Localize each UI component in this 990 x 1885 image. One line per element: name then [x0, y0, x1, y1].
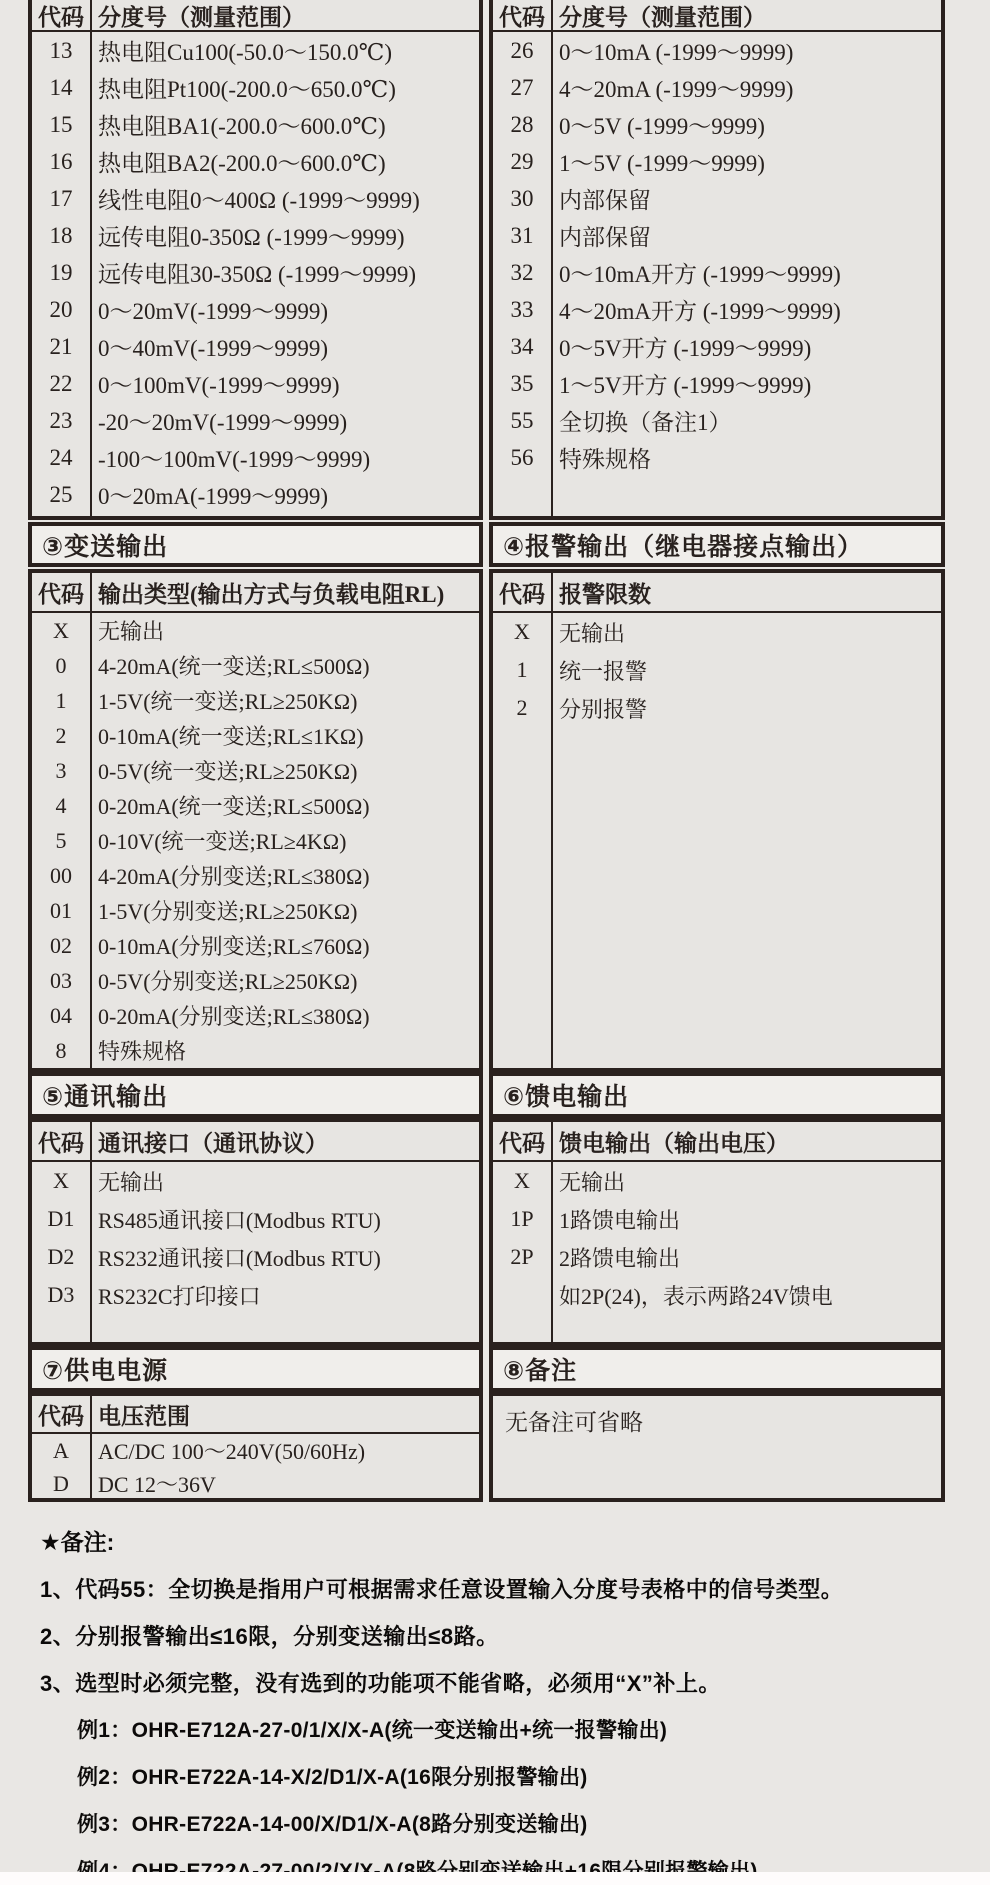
code-cell: 19: [49, 259, 73, 285]
table-row: [32, 858, 479, 893]
description-header: 输出类型(输出方式与负载电阻RL): [98, 581, 445, 607]
code-cell: 34: [510, 333, 534, 359]
column-divider: [551, 0, 553, 516]
code-cell: 35: [510, 370, 534, 396]
code-header: 代码: [499, 581, 545, 607]
code-cell: 20: [49, 296, 73, 322]
code-cell: D1: [47, 1206, 75, 1231]
section-title-power-supply: ⑦供电电源: [28, 1346, 483, 1392]
code-cell: 0: [55, 652, 67, 678]
description-cell: 4～20mA (-1999～9999): [559, 77, 794, 102]
code-cell: 55: [510, 407, 534, 433]
code-cell: 3: [55, 757, 67, 783]
table-row: [32, 893, 479, 928]
table-row: [32, 1276, 479, 1314]
description-cell: 远传电阻0-350Ω (-1999～9999): [98, 225, 405, 250]
description-cell: 热电阻Pt100(-200.0～650.0℃): [98, 77, 396, 102]
code-cell: X: [514, 1168, 530, 1193]
right-column: [489, 0, 945, 1502]
description-cell: -20～20mV(-1999～9999): [98, 410, 348, 435]
description-cell: 2路馈电输出: [559, 1245, 681, 1271]
description-cell: 0-10V(统一变送;RL≥4KΩ): [98, 829, 347, 854]
table-row: [32, 365, 479, 402]
code-cell: X: [53, 617, 69, 643]
table-header: [32, 1122, 479, 1162]
code-cell: 15: [49, 111, 73, 137]
code-cell: 32: [510, 259, 534, 285]
description-cell: 特殊规格: [559, 447, 651, 472]
code-cell: D2: [47, 1244, 75, 1269]
transmit-output-table: [28, 569, 483, 1072]
footnotes-title: ★备注:: [40, 1529, 115, 1555]
code-cell: D: [53, 1470, 69, 1496]
description-cell: 0～20mA(-1999～9999): [98, 484, 328, 509]
description-cell: -100～100mV(-1999～9999): [98, 447, 371, 472]
description-cell: 线性电阻0～400Ω (-1999～9999): [98, 188, 420, 213]
ordering-example: 例3：OHR-E722A-14-00/X/D1/X-A(8路分别变送输出): [77, 1813, 588, 1836]
description-cell: 如2P(24)，表示两路24V馈电: [559, 1283, 833, 1309]
table-header: [493, 573, 941, 613]
description-header: 通讯接口（通讯协议）: [98, 1130, 328, 1156]
column-divider: [551, 1122, 553, 1342]
description-cell: 远传电阻30-350Ω (-1999～9999): [98, 262, 416, 287]
table-header: [32, 1396, 479, 1434]
description-cell: 内部保留: [559, 188, 651, 213]
code-cell: 03: [50, 967, 72, 993]
column-divider: [90, 1396, 92, 1498]
description-cell: 统一报警: [559, 658, 648, 684]
description-header: 分度号（测量范围）: [559, 4, 766, 30]
table-row: [32, 439, 479, 476]
table-row: [32, 1200, 479, 1238]
power-supply-table: [28, 1392, 483, 1502]
table-row: [32, 648, 479, 683]
code-cell: 17: [49, 185, 73, 211]
table-row: [493, 106, 941, 143]
section-title-alarm-output: ④报警输出（继电器接点输出）: [489, 522, 945, 567]
footnote-item: 2、分别报警输出≤16限，分别变送输出≤8路。: [40, 1624, 499, 1649]
code-cell: 2: [516, 695, 528, 720]
table-row: [32, 143, 479, 180]
footnote-item: 3、选型时必须完整，没有选到的功能项不能省略，必须用“X”补上。: [40, 1671, 721, 1696]
input-signal-table-right: [489, 0, 945, 520]
code-cell: X: [514, 619, 530, 644]
code-cell: 29: [510, 148, 534, 174]
description-header: 报警限数: [559, 581, 651, 607]
column-divider: [90, 0, 92, 516]
table-row: [32, 402, 479, 439]
table-row: [493, 689, 941, 727]
table-row: [32, 291, 479, 328]
table-row: [32, 1238, 479, 1276]
table-header: [493, 0, 941, 32]
description-cell: 4～20mA开方 (-1999～9999): [559, 299, 841, 324]
table-row: [32, 823, 479, 858]
table-body: [493, 613, 941, 727]
code-header: 代码: [38, 1403, 84, 1429]
description-cell: 1～5V (-1999～9999): [559, 151, 765, 176]
code-cell: 13: [49, 37, 73, 63]
description-cell: 0-10mA(统一变送;RL≤1KΩ): [98, 724, 364, 749]
description-cell: RS485通讯接口(Modbus RTU): [98, 1207, 381, 1233]
code-cell: 25: [49, 481, 73, 507]
table-body: [493, 32, 941, 476]
description-cell: 0～5V (-1999～9999): [559, 114, 765, 139]
code-cell: D3: [47, 1282, 75, 1307]
description-cell: 4-20mA(分别变送;RL≤380Ω): [98, 864, 370, 889]
description-header: 电压范围: [98, 1403, 190, 1429]
table-row: [32, 1434, 479, 1467]
table-row: [493, 180, 941, 217]
description-cell: DC 12～36V: [98, 1472, 216, 1497]
table-row: [32, 613, 479, 648]
table-body: [32, 1434, 479, 1500]
table-row: [493, 254, 941, 291]
table-row: [32, 998, 479, 1033]
comm-output-table: [28, 1118, 483, 1346]
description-cell: 1-5V(分别变送;RL≥250KΩ): [98, 899, 358, 924]
description-cell: 0-10mA(分别变送;RL≤760Ω): [98, 934, 370, 959]
code-cell: 2P: [510, 1244, 534, 1269]
table-body: [493, 1162, 941, 1314]
description-cell: 特殊规格: [98, 1039, 187, 1064]
table-row: [493, 217, 941, 254]
description-cell: 热电阻BA1(-200.0～600.0℃): [98, 114, 386, 139]
code-cell: 1: [516, 657, 528, 682]
code-header: 代码: [499, 4, 545, 30]
table-row: [32, 928, 479, 963]
description-cell: 0～10mA (-1999～9999): [559, 40, 794, 65]
description-cell: 无输出: [98, 1169, 165, 1195]
description-cell: 0-5V(统一变送;RL≥250KΩ): [98, 759, 358, 784]
section-title-transmit-output: ③变送输出: [28, 522, 483, 567]
page-bottom-edge: [0, 1872, 990, 1885]
code-cell: 16: [49, 148, 73, 174]
code-header: 代码: [38, 4, 84, 30]
section-title-comm-output: ⑤通讯输出: [28, 1072, 483, 1118]
remark-content: 无备注可省略: [505, 1410, 643, 1435]
table-body: [32, 613, 479, 1068]
table-row: [32, 753, 479, 788]
code-header: 代码: [38, 581, 84, 607]
description-cell: 0～5V开方 (-1999～9999): [559, 336, 812, 361]
table-row: [32, 180, 479, 217]
table-header: [32, 0, 479, 32]
table-row: [32, 1033, 479, 1068]
description-cell: 热电阻Cu100(-50.0～150.0℃): [98, 40, 393, 65]
description-cell: 0～20mV(-1999～9999): [98, 299, 328, 324]
description-cell: 热电阻BA2(-200.0～600.0℃): [98, 151, 386, 176]
description-cell: 无输出: [98, 619, 165, 644]
table-row: [493, 365, 941, 402]
table-row: [32, 718, 479, 753]
table-row: [493, 69, 941, 106]
code-cell: 8: [55, 1037, 67, 1063]
table-row: [493, 1238, 941, 1276]
column-divider: [551, 573, 553, 1068]
code-cell: 02: [50, 932, 72, 958]
section-title-feed-output: ⑥馈电输出: [489, 1072, 945, 1118]
code-cell: 28: [510, 111, 534, 137]
description-cell: 0-20mA(分别变送;RL≤380Ω): [98, 1004, 370, 1029]
description-cell: 无输出: [559, 1169, 626, 1195]
code-cell: 4: [55, 792, 67, 818]
table-row: [32, 32, 479, 69]
table-row: [32, 788, 479, 823]
code-cell: 23: [49, 407, 73, 433]
description-cell: AC/DC 100～240V(50/60Hz): [98, 1439, 366, 1464]
code-cell: X: [53, 1168, 69, 1193]
table-row: [493, 328, 941, 365]
left-column: [28, 0, 483, 1502]
code-cell: 26: [510, 37, 534, 63]
table-header: [32, 573, 479, 613]
description-header: 馈电输出（输出电压）: [559, 1130, 789, 1156]
footnotes: [40, 1524, 970, 1885]
description-cell: 1～5V开方 (-1999～9999): [559, 373, 812, 398]
code-cell: 04: [50, 1002, 72, 1028]
table-row: [32, 254, 479, 291]
description-cell: 内部保留: [559, 225, 651, 250]
table-row: [32, 106, 479, 143]
code-cell: 2: [55, 722, 67, 748]
table-row: [32, 69, 479, 106]
table-row: [32, 328, 479, 365]
table-row: [493, 291, 941, 328]
feed-output-table: [489, 1118, 945, 1346]
code-cell: 24: [49, 444, 73, 470]
table-row: [493, 613, 941, 651]
description-cell: 无输出: [559, 620, 626, 646]
code-header: 代码: [499, 1130, 545, 1156]
description-header: 分度号（测量范围）: [98, 4, 305, 30]
description-cell: 全切换（备注1）: [559, 410, 732, 435]
code-header: 代码: [38, 1130, 84, 1156]
alarm-output-table: [489, 569, 945, 1072]
code-cell: 01: [50, 897, 72, 923]
code-cell: 27: [510, 74, 534, 100]
table-row: [493, 651, 941, 689]
code-cell: 31: [510, 222, 534, 248]
code-cell: 30: [510, 185, 534, 211]
section-title-remark: ⑧备注: [489, 1346, 945, 1392]
description-cell: 0-20mA(统一变送;RL≤500Ω): [98, 794, 370, 819]
description-cell: RS232通讯接口(Modbus RTU): [98, 1245, 381, 1271]
code-cell: 56: [510, 444, 534, 470]
table-header: [493, 1122, 941, 1162]
description-cell: 分别报警: [559, 696, 648, 722]
code-cell: A: [53, 1437, 69, 1463]
table-row: [493, 143, 941, 180]
remark-table: [489, 1392, 945, 1502]
table-row: [32, 683, 479, 718]
description-cell: 1-5V(统一变送;RL≥250KΩ): [98, 689, 358, 714]
table-row: [493, 439, 941, 476]
description-cell: 1路馈电输出: [559, 1207, 681, 1233]
code-cell: 5: [55, 827, 67, 853]
code-cell: 1P: [510, 1206, 534, 1231]
code-cell: 00: [50, 862, 72, 888]
description-cell: RS232C打印接口: [98, 1283, 261, 1309]
description-cell: 0～10mA开方 (-1999～9999): [559, 262, 841, 287]
column-divider: [90, 1122, 92, 1342]
code-cell: 33: [510, 296, 534, 322]
table-body: [32, 32, 479, 513]
table-row: [493, 1276, 941, 1314]
table-row: [32, 1467, 479, 1500]
description-cell: 4-20mA(统一变送;RL≤500Ω): [98, 654, 370, 679]
table-row: [493, 1162, 941, 1200]
input-signal-table-left: [28, 0, 483, 520]
code-cell: 22: [49, 370, 73, 396]
table-row: [32, 217, 479, 254]
code-cell: 21: [49, 333, 73, 359]
description-cell: 0-5V(分别变送;RL≥250KΩ): [98, 969, 358, 994]
table-row: [32, 963, 479, 998]
table-row: [32, 1162, 479, 1200]
table-row: [32, 476, 479, 513]
column-divider: [90, 573, 92, 1068]
ordering-example: 例2：OHR-E722A-14-X/2/D1/X-A(16限分别报警输出): [77, 1766, 588, 1789]
table-row: [493, 402, 941, 439]
description-cell: 0～100mV(-1999～9999): [98, 373, 340, 398]
code-cell: 1: [55, 687, 67, 713]
description-cell: 0～40mV(-1999～9999): [98, 336, 328, 361]
code-cell: 14: [49, 74, 73, 100]
table-row: [493, 1200, 941, 1238]
table-row: [493, 32, 941, 69]
table-body: [32, 1162, 479, 1314]
ordering-example: 例1：OHR-E712A-27-0/1/X/X-A(统一变送输出+统一报警输出): [77, 1719, 668, 1742]
code-cell: 18: [49, 222, 73, 248]
footnote-item: 1、代码55：全切换是指用户可根据需求任意设置输入分度号表格中的信号类型。: [40, 1577, 844, 1602]
